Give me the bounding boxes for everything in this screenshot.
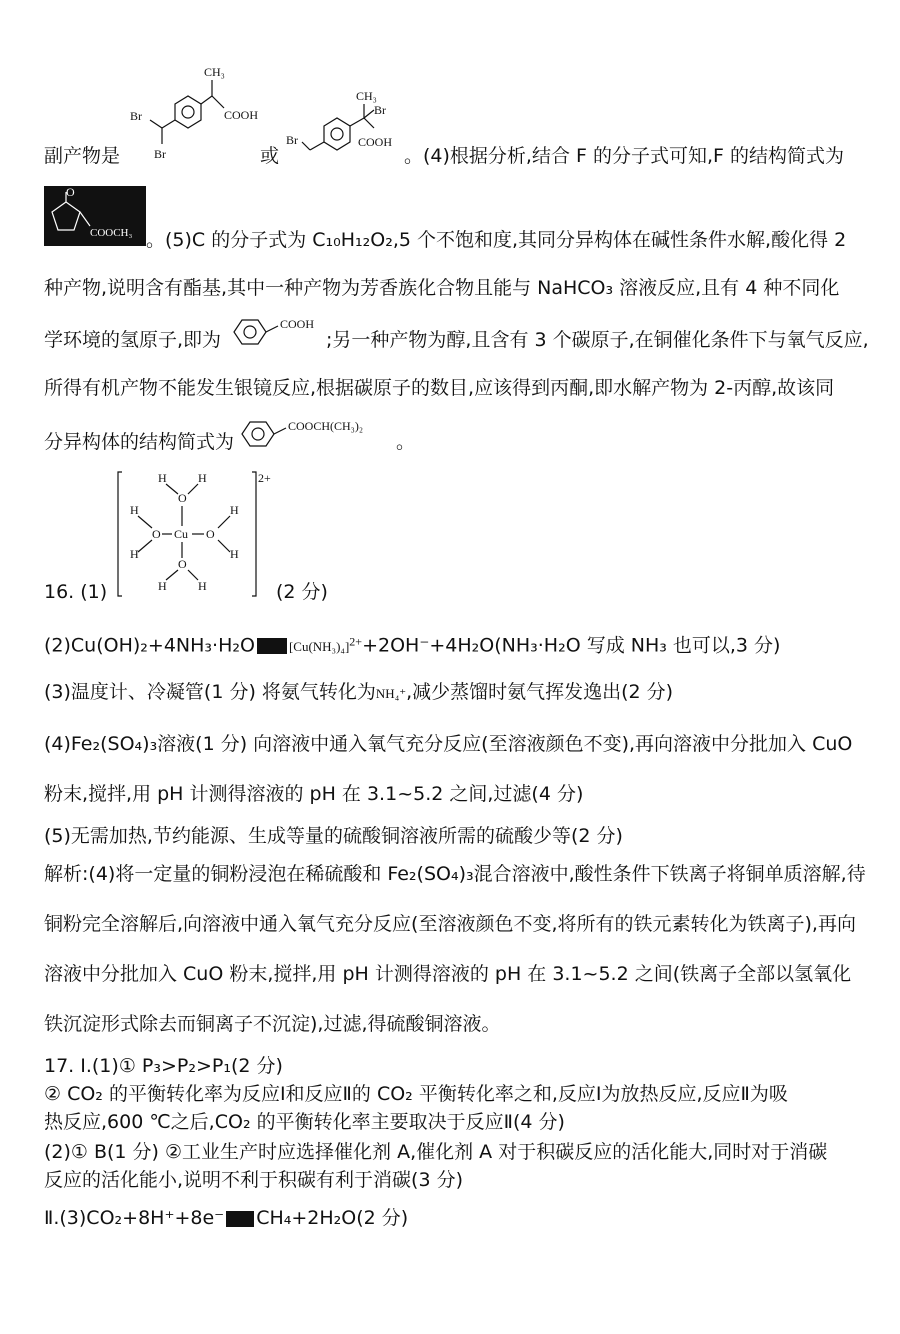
h-label: H	[198, 471, 207, 485]
ch3-label: CH₃	[356, 89, 377, 103]
q17-line-1: 17. Ⅰ.(1)① P₃>P₂>P₁(2 分)	[44, 1055, 283, 1077]
equals-sign-image	[257, 638, 287, 654]
cooch-ch3-2-label: COOCH(CH₃)₂	[288, 419, 364, 433]
o-label: O	[66, 186, 75, 199]
h-label: H	[130, 503, 139, 517]
benzoic-acid-structure	[228, 312, 328, 352]
text-line-4: 学环境的氢原子,即为	[44, 329, 222, 351]
h-label: H	[158, 471, 167, 485]
br-label: Br	[374, 103, 386, 117]
q16-part5: (5)无需加热,节约能源、生成等量的硫酸铜溶液所需的硫酸少等(2 分)	[44, 825, 623, 847]
cooh-label: COOH	[280, 317, 315, 331]
analysis-line-4: 铁沉淀形式除去而铜离子不沉淀),过滤,得硫酸铜溶液。	[44, 1013, 501, 1035]
ch3-label: CH₃	[204, 65, 225, 79]
text-line-5: 所得有机产物不能发生银镜反应,根据碳原子的数目,应该得到丙酮,即水解产物为 2-丙醇,故该同	[44, 377, 835, 399]
complex-ion: $[Cu(NH_3)_4]^{2+}$	[288, 635, 363, 655]
equals-sign-image	[226, 1211, 254, 1227]
analysis-line-2: 铜粉完全溶解后,向溶液中通入氧气充分反应(至溶液颜色不变,将所有的铁元素转化为铁离子),再向	[44, 913, 856, 935]
o-label: O	[206, 527, 215, 541]
h-label: H	[130, 547, 139, 561]
cooch3-label: COOCH₃	[90, 227, 133, 239]
text-line-1-tail: 。(4)根据分析,结合 F 的分子式可知,F 的结构简式为	[404, 145, 844, 167]
br-label: Br	[130, 109, 142, 123]
isopropyl-benzoate-structure	[236, 414, 396, 454]
br-label: Br	[154, 147, 166, 161]
h-label: H	[230, 503, 239, 517]
q16-number: 16. (1)	[44, 581, 108, 603]
cu-label: Cu	[174, 527, 189, 541]
q16-part2: (2)Cu(OH)₂+4NH₃·H₂O $[Cu(NH_3)_4]^{2+}+2OH^-+4H_2O(NH_3\cdot H_2O$ 写成 NH₃ 也可以,3 分)	[44, 634, 781, 657]
text-line-3: 种产物,说明含有酯基,其中一种产物为芳香族化合物且能与 NaHCO₃ 溶液反应,且有 4 种不同化	[44, 277, 840, 299]
byproduct-structure-1	[120, 60, 270, 170]
h-label: H	[158, 579, 167, 593]
q17-line-6: Ⅱ.(3)CO₂+8H⁺+8e⁻ CH₄+2H₂O(2 分)	[44, 1207, 409, 1229]
o-label: O	[178, 557, 187, 571]
analysis-line-1: 解析:(4)将一定量的铜粉浸泡在稀硫酸和 Fe₂(SO₄)₃混合溶液中,酸性条件下铁离子将铜单质溶解,待	[44, 863, 866, 885]
q16-part4-cont: 粉末,搅拌,用 pH 计测得溶液的 pH 在 3.1~5.2 之间,过滤(4 分)	[44, 783, 584, 805]
q16-part4: (4)Fe₂(SO₄)₃溶液(1 分) 向溶液中通入氧气充分反应(至溶液颜色不变),再向溶液中分批加入 CuO	[44, 733, 853, 755]
copper-aqua-complex-structure	[114, 468, 278, 600]
br-label: Br	[286, 133, 298, 147]
q17-line-5: 反应的活化能小,说明不利于积碳有利于消碳(3 分)	[44, 1169, 463, 1191]
text-line-6-tail: 。	[396, 431, 416, 453]
h-label: H	[230, 547, 239, 561]
text-line-6: 分异构体的结构简式为	[44, 431, 235, 453]
h-label: H	[198, 579, 207, 593]
f-structure-image	[44, 186, 146, 246]
analysis-line-3: 溶液中分批加入 CuO 粉末,搅拌,用 pH 计测得溶液的 pH 在 3.1~5.2 之间(铁离子全部以氢氧化	[44, 963, 852, 985]
q16-score: (2 分)	[276, 581, 328, 603]
o-label: O	[152, 527, 161, 541]
text-byproduct: 副产物是	[44, 145, 121, 167]
cooh-label: COOH	[358, 135, 393, 149]
text-or: 或	[260, 145, 280, 167]
q17-line-3: 热反应,600 ℃之后,CO₂ 的平衡转化率主要取决于反应Ⅱ(4 分)	[44, 1111, 565, 1133]
text-line-4-tail: ;另一种产物为醇,且含有 3 个碳原子,在铜催化条件下与氧气反应,	[326, 329, 869, 351]
q17-line-4: (2)① B(1 分) ②工业生产时应选择催化剂 A,催化剂 A 对于积碳反应的活化能大,同时对于消碳	[44, 1141, 828, 1163]
q17-line-2: ② CO₂ 的平衡转化率为反应Ⅰ和反应Ⅱ的 CO₂ 平衡转化率之和,反应Ⅰ为放热反应,反应Ⅱ为吸	[44, 1083, 788, 1105]
q16-part3: (3)温度计、冷凝管(1 分) 将氨气转化为NH₄⁺,减少蒸馏时氨气挥发逸出(2 分)	[44, 681, 674, 703]
text-line-2: 。(5)C 的分子式为 C₁₀H₁₂O₂,5 个不饱和度,其同分异构体在碱性条件水解,酸化得 2	[146, 229, 847, 251]
o-label: O	[178, 491, 187, 505]
charge-label: 2+	[258, 471, 271, 485]
cooh-label: COOH	[224, 108, 259, 122]
byproduct-structure-2	[284, 88, 406, 168]
text-line-1	[44, 144, 120, 168]
